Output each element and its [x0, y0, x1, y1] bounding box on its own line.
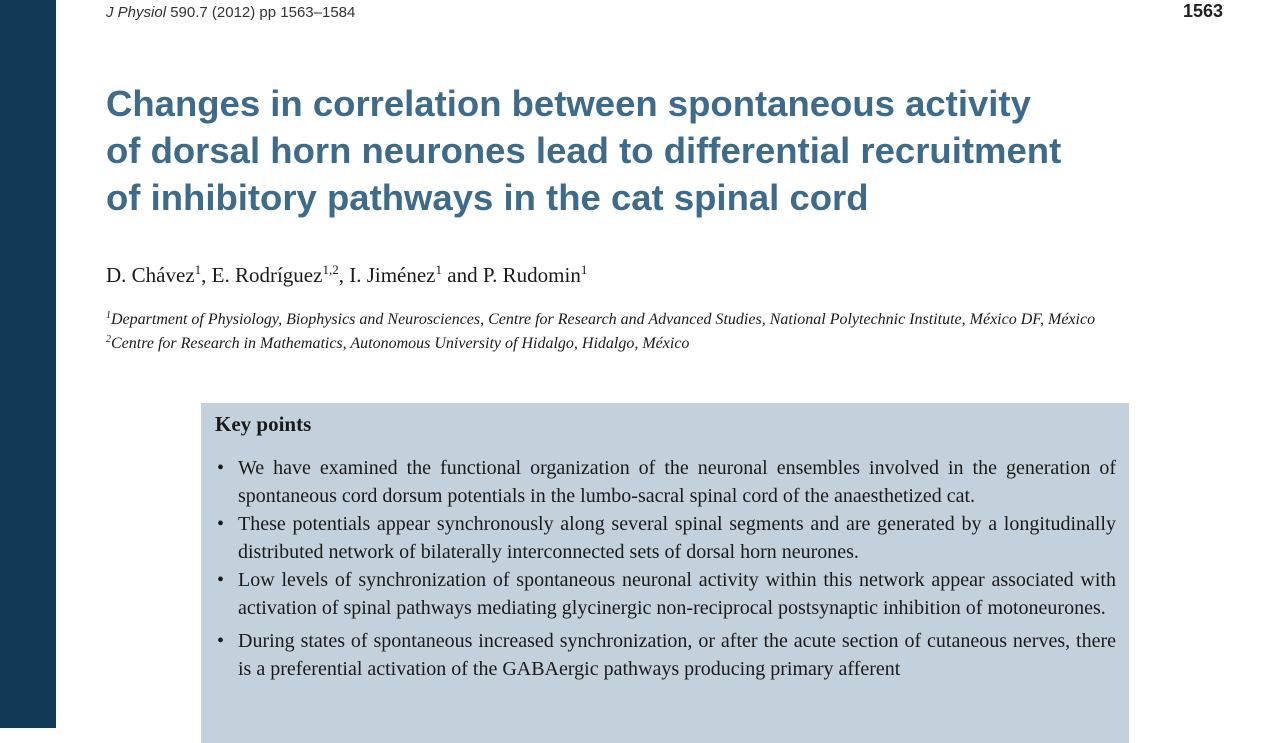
author-list	[106, 263, 587, 288]
key-point-text: We have examined the functional organization of the neuronal ensembles involved in the generation of spontaneous cord dorsum potentials in the lumbo-sacral spinal cord of the anaesthetized cat.	[238, 457, 1116, 507]
title-line: Changes in correlation between spontaneous activity	[106, 83, 1031, 124]
bullet-icon: •	[217, 457, 225, 479]
key-point-item	[215, 510, 1116, 566]
key-point-text: These potentials appear synchronously along several spinal segments and are generated by a longitudinally distributed network of bilaterally interconnected sets of dorsal horn neurones.	[238, 513, 1116, 563]
author-separator: ,	[201, 263, 212, 287]
author-separator: ,	[338, 263, 350, 287]
affiliations	[106, 308, 1095, 356]
affiliation	[106, 308, 1095, 332]
author-name: P. Rudomin	[482, 263, 581, 287]
journal-side-word: hysiology	[52, 494, 108, 728]
affiliation-mark: 1	[106, 310, 111, 321]
key-points-box	[201, 403, 1129, 743]
title-line: of inhibitory pathways in the cat spinal cord	[106, 177, 869, 218]
key-points-list	[215, 454, 1116, 683]
key-point-text: During states of spontaneous increased synchronization, or after the acute section of cutaneous nerves, there is a preferential activation of the GABAergic pathways producing primary afferent	[238, 630, 1116, 680]
key-point-item	[215, 454, 1116, 510]
author-affil-mark: 1	[580, 262, 588, 277]
author-name: E. Rodríguez	[211, 263, 323, 287]
bullet-icon: •	[217, 630, 225, 652]
author-separator: and	[442, 263, 483, 287]
author-affil-mark: 1	[435, 262, 442, 277]
key-points-heading: Key points	[215, 412, 312, 436]
author-affil-mark: 1,2	[322, 262, 339, 277]
title-line: of dorsal horn neurones lead to differential recruitment	[106, 130, 1062, 171]
bullet-icon: •	[217, 569, 225, 591]
affiliation-text: Centre for Research in Mathematics, Autonomous University of Hidalgo, Hidalgo, México	[111, 335, 690, 352]
affiliation-mark: 2	[106, 334, 111, 345]
journal-side-band	[0, 0, 108, 728]
affiliation-text: Department of Physiology, Biophysics and Neurosciences, Centre for Research and Advanced Studies, National Polytechnic Institute, México DF, México	[111, 311, 1096, 328]
author-affil-mark: 1	[194, 262, 202, 277]
running-head	[106, 4, 355, 21]
key-point-item	[215, 627, 1116, 683]
bullet-icon: •	[217, 513, 225, 535]
article-title	[106, 80, 1216, 221]
key-point-item	[215, 566, 1116, 622]
page-number: 1563	[1182, 1, 1223, 21]
author-name: I. Jiménez	[349, 263, 436, 287]
key-point-text: Low levels of synchronization of spontaneous neuronal activity within this network appear associated with activation of spinal pathways mediating glycinergic non-reciprocal postsynaptic inhibition of motoneurones.	[238, 569, 1116, 619]
journal-name: J Physiol	[106, 4, 167, 21]
affiliation	[106, 332, 1095, 356]
author-name: D. Chávez	[106, 263, 195, 287]
journal-citation: 590.7 (2012) pp 1563–1584	[166, 4, 356, 21]
